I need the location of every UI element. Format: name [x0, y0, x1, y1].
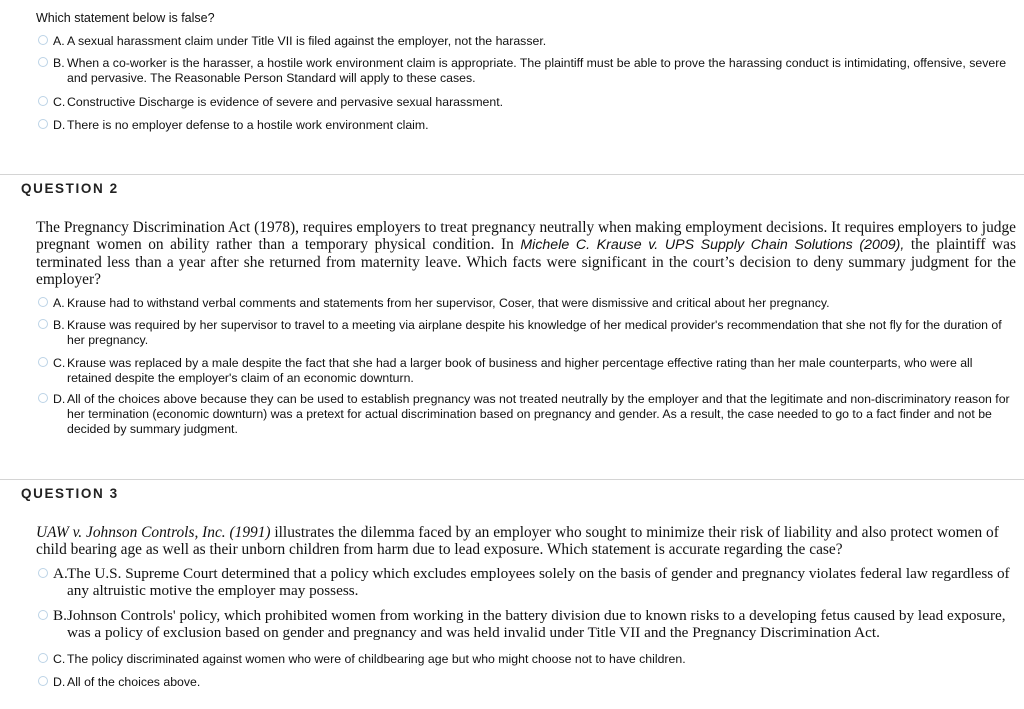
radio-button[interactable] [38, 357, 48, 367]
option-letter: B. [53, 607, 67, 624]
radio-button[interactable] [38, 653, 48, 663]
option-text: Krause was required by her supervisor to travel to a meeting via airplane despite his knowledge of her medical provider's recommendation that she not fly for the duration of her pregnancy. [67, 318, 1002, 347]
option-text: All of the choices above. [67, 675, 201, 689]
radio-button[interactable] [38, 57, 48, 67]
option-text: All of the choices above because they can be used to establish pregnancy was not treated neutrally by the employer and that the legitimate and non-discriminatory reason for her termination (economic downturn) was a pretext for actual discrimination based on pregnancy and gender. As a result, the case needed to go to a fact finder and not be decided by summary judgment. [67, 392, 1010, 436]
prompt-text: illustrates the dilemma faced by an employer who sought to minimize their risk of liability and also protect women of child bearing age as well as their unborn children from harm due to lead exposure. Which statement is accurate regarding the case? [36, 524, 999, 558]
case-citation: UAW v. Johnson Controls, Inc. (1991) [36, 524, 271, 541]
radio-button[interactable] [38, 676, 48, 686]
option-text: Johnson Controls' policy, which prohibited women from working in the battery division due to known risks to a developing fetus caused by lead exposure, was a policy of exclusion based on gender and pregnancy and was held invalid under Title VII and the Pregnancy Discrimination Act. [67, 607, 1006, 641]
case-citation: Michele C. Krause v. UPS Supply Chain Solutions (2009), [520, 237, 905, 253]
option-text: Krause was replaced by a male despite the fact that she had a larger book of business and higher percentage effective rating than her male counterparts, who were all retained despite the employer's claim of an economic downturn. [67, 356, 973, 385]
question-2-header: QUESTION 2 [21, 181, 119, 196]
question-prompt: Which statement below is false? [36, 11, 215, 25]
radio-button[interactable] [38, 119, 48, 129]
radio-button[interactable] [38, 393, 48, 403]
option-text: A sexual harassment claim under Title VII is filed against the employer, not the harasser. [67, 34, 547, 48]
radio-button[interactable] [38, 568, 48, 578]
radio-button[interactable] [38, 35, 48, 45]
option-letter: D. [53, 392, 66, 406]
option-letter: C. [53, 356, 66, 370]
question-2-prompt [36, 219, 1016, 288]
question-3-prompt [36, 524, 1016, 558]
option-letter: D. [53, 118, 66, 132]
option-letter: C. [53, 652, 66, 666]
option-letter: A. [53, 296, 65, 310]
option-text: Constructive Discharge is evidence of severe and pervasive sexual harassment. [67, 95, 504, 109]
option-text: When a co-worker is the harasser, a hostile work environment claim is appropriate. The plaintiff must be able to prove the harassing conduct is intimidating, offensive, severe and pervasive. The Reasonable Person Standard will apply to these cases. [67, 56, 1007, 85]
radio-button[interactable] [38, 610, 48, 620]
prompt-text: The Pregnancy Discrimination Act (1978), requires employers to treat pregnancy neutrally when making employment decisions. It requires employers to judge pregnant women on ability rather than a temporary physical condition. In [36, 219, 1016, 253]
option-text: The U.S. Supreme Court determined that a policy which excludes employees solely on the basis of gender and pregnancy violates federal law regardless of any altruistic motive the employer may possess. [67, 565, 1010, 599]
question-divider [0, 479, 1024, 480]
option-letter: A. [53, 565, 68, 582]
option-letter: B. [53, 318, 65, 332]
radio-button[interactable] [38, 319, 48, 329]
option-text: The policy discriminated against women who were of childbearing age but who might choose not to have children. [67, 652, 686, 666]
option-text: There is no employer defense to a hostile work environment claim. [67, 118, 429, 132]
prompt-text: the plaintiff was terminated less than a year after she returned from maternity leave. Which facts were significant in the court’s decision to deny summary judgment for the employer? [36, 236, 1016, 288]
radio-button[interactable] [38, 297, 48, 307]
option-text: Krause had to withstand verbal comments and statements from her supervisor, Coser, that were dismissive and critical about her pregnancy. [67, 296, 830, 310]
option-letter: B. [53, 56, 65, 70]
radio-button[interactable] [38, 96, 48, 106]
question-3-header: QUESTION 3 [21, 486, 119, 501]
option-letter: D. [53, 675, 66, 689]
option-letter: A. [53, 34, 65, 48]
option-letter: C. [53, 95, 66, 109]
question-divider [0, 174, 1024, 175]
